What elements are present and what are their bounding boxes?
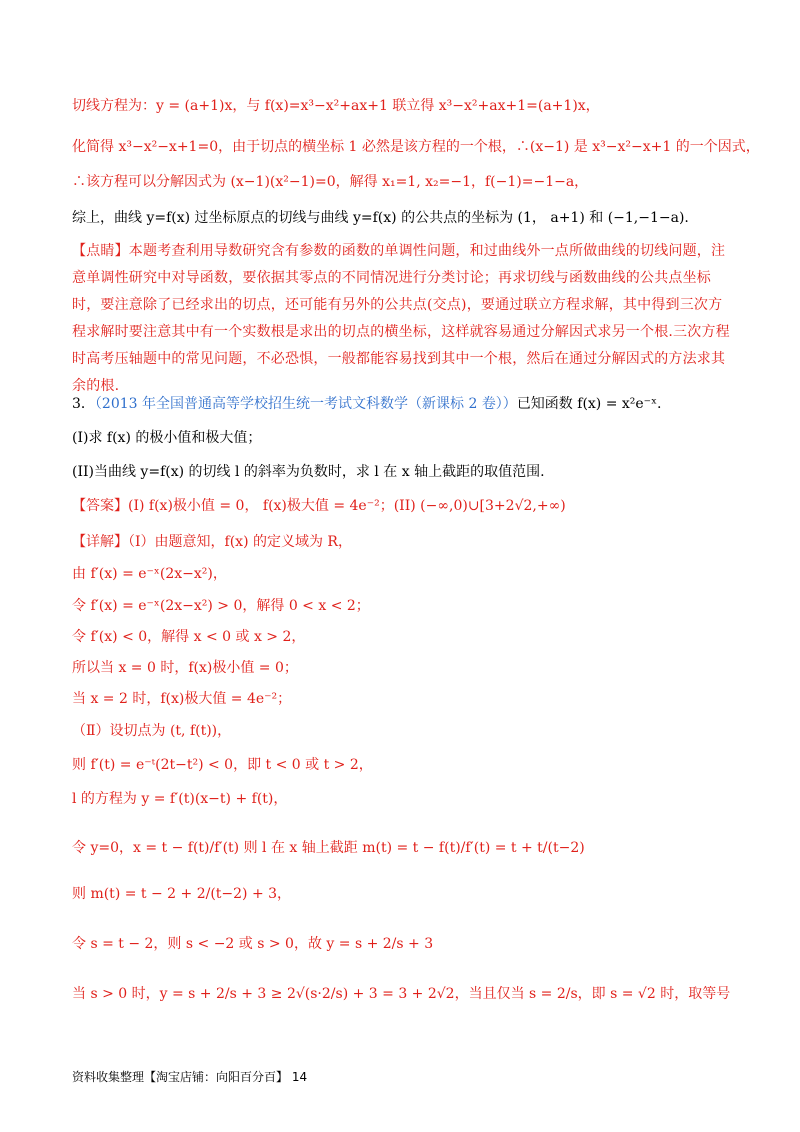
simplify-line: 化简得 x³−x²−x+1=0，由于切点的横坐标 1 必然是该方程的一个根，∴(x−1) 是 x³−x²−x+1 的一个因式， — [72, 139, 760, 155]
detail-step-2: 由 f′(x) = e⁻ˣ(2x−x²)， — [72, 566, 227, 582]
problem-stem: 已知函数 f(x) = x²e⁻ˣ. — [516, 396, 662, 412]
detail-step-10: 令 y=0，x = t − f(t)/f′(t) 则 l 在 x 轴上截距 m(t) = t − f(t)/f′(t) = t + t/(t−2) — [72, 840, 585, 856]
detail-step-4: 令 f′(x) < 0，解得 x < 0 或 x > 2， — [72, 629, 306, 645]
factor-line: ∴该方程可以分解因式为 (x−1)(x²−1)=0，解得 x₁=1, x₂=−1，f(−1)=−1−a， — [72, 174, 589, 190]
tip-paragraph: 【点睛】本题考查利用导数研究含有参数的函数的单调性问题，和过曲线外一点所做曲线的切线问题，注意单调性研究中对导函数，要依据其零点的不同情况进行分类讨论；再求切线与函数曲线的公共点坐标时，要注意除了已经求出的切点，还可能有另外的公共点(交点)，要通过联立方程求解，其中得到三次方程求解时要注意其中有一个实数根是求出的切点的横坐标，这样就容易通过分解因式求另一个根.三次方程时高考压轴题中的常见问题，不必恐惧，一般都能容易找到其中一个根，然后在通过分解因式的方法求其余的根. — [72, 243, 730, 394]
problem-number: 3． — [72, 396, 95, 412]
problem-source: （2013 年全国普通高等学校招生统一考试文科数学（新课标 2 卷）） — [94, 396, 517, 412]
detail-step-13: 当 s > 0 时，y = s + 2/s + 3 ≥ 2√(s·2/s) + 3 = 3 + 2√2，当且仅当 s = 2/s，即 s = √2 时，取等号 — [72, 986, 731, 1002]
question-1: (I)求 f(x) 的极小值和极大值； — [72, 430, 262, 446]
page-footer: 资料收集整理【淘宝店铺：向阳百分百】 14 — [72, 1070, 308, 1084]
answer-line: 【答案】(I) f(x)极小值 = 0， f(x)极大值 = 4e⁻²；(II) (−∞,0)∪[3+2√2,+∞) — [72, 498, 566, 514]
detail-step-5: 所以当 x = 0 时，f(x)极小值 = 0； — [72, 660, 298, 676]
detail-step-8: 则 f′(t) = e⁻ᵗ(2t−t²) < 0，即 t < 0 或 t > 2， — [72, 757, 373, 773]
conclusion-line: 综上，曲线 y=f(x) 过坐标原点的切线与曲线 y=f(x) 的公共点的坐标为 (1， a+1) 和 (−1,−1−a). — [72, 210, 689, 226]
detail-step-12: 令 s = t − 2，则 s < −2 或 s > 0，故 y = s + 2/s + 3 — [72, 936, 434, 952]
detail-step-1: 【详解】（Ⅰ）由题意知，f(x) 的定义域为 R， — [72, 534, 352, 550]
tangent-equation-line: 切线方程为：y = (a+1)x，与 f(x)=x³−x²+ax+1 联立得 x³−x²+ax+1=(a+1)x， — [72, 98, 600, 114]
detail-step-11: 则 m(t) = t − 2 + 2/(t−2) + 3， — [72, 886, 292, 902]
problem-header — [72, 394, 732, 414]
detail-step-7: （Ⅱ）设切点为 (t, f(t))， — [72, 723, 232, 739]
detail-step-6: 当 x = 2 时，f(x)极大值 = 4e⁻²； — [72, 691, 292, 707]
detail-step-3: 令 f′(x) = e⁻ˣ(2x−x²) > 0，解得 0 < x < 2； — [72, 598, 370, 614]
detail-step-9: l 的方程为 y = f′(t)(x−t) + f(t)， — [72, 791, 288, 807]
question-2: (II)当曲线 y=f(x) 的切线 l 的斜率为负数时，求 l 在 x 轴上截距的取值范围. — [72, 464, 545, 480]
